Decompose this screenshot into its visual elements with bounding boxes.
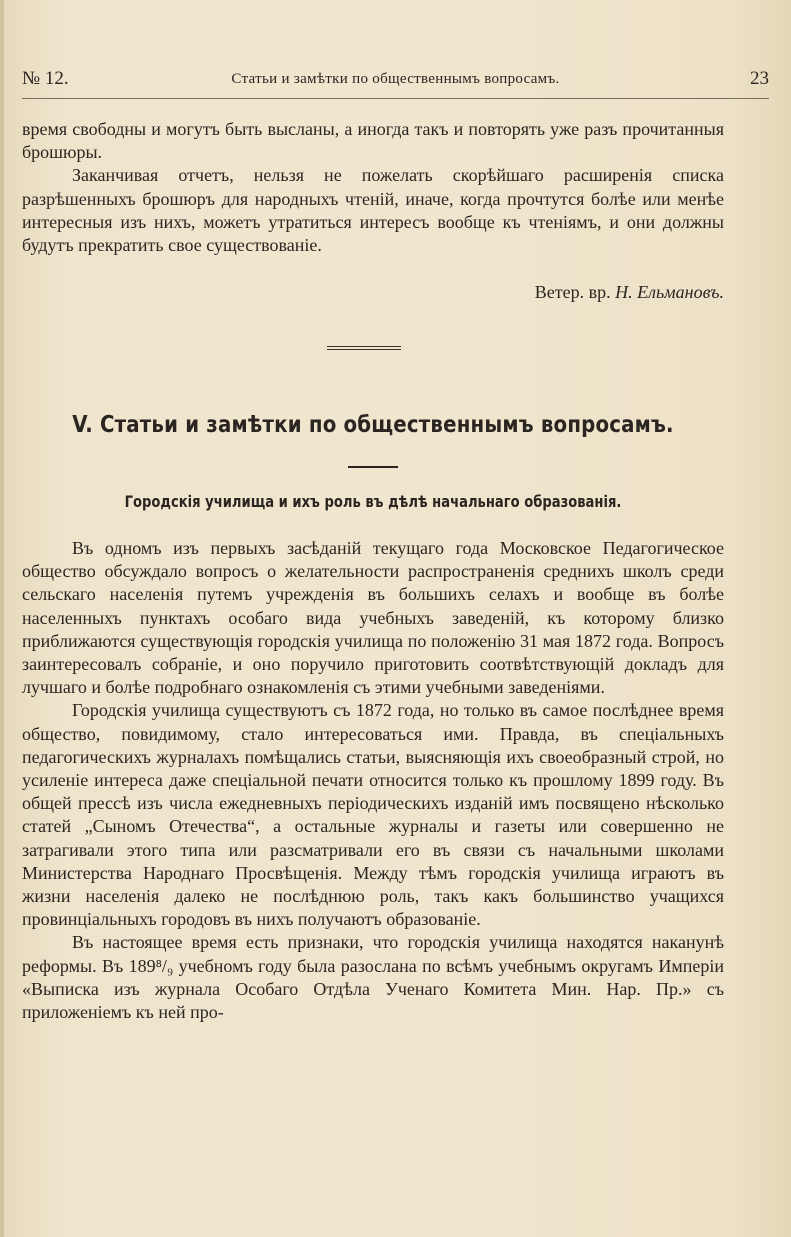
article-paragraph-1: Въ одномъ изъ первыхъ засѣданій текущаго года Московское Педагогическое общество обсуждало вопросъ о желательности распространенія среднихъ школъ среди сельскаго населенія путемъ учрежденія въ большихъ селахъ и вообще въ болѣе населенныхъ пунктахъ особаго вида учебныхъ заведеній, къ которому близко приближаются существующія городскія училища по положенію 31 мая 1872 года. Вопросъ заинтересовалъ собраніе, и оно поручило приготовить соотвѣтствующій докладъ для лучшаго и болѣе подробнаго ознакомленія съ этими учебными заведеніями.: [22, 538, 724, 698]
issue-number: № 12.: [22, 68, 69, 89]
intro-text: [22, 118, 724, 257]
article-body: [22, 537, 724, 1024]
article-subheading: Городскія училища и ихъ роль въ дѣлѣ начальнаго образованія.: [124, 492, 622, 511]
article-paragraph-2: Городскія училища существуютъ съ 1872 года, но только въ самое послѣднее время общество, повидимому, стало интересоваться ими. Правда, въ спеціальныхъ педагогическихъ журналахъ помѣщались статьи, выясняющія ихъ своеобразный строй, но усиленіе интереса даже спеціальной печати относится только къ прошлому 1899 году. Въ общей прессѣ изъ числа ежедневныхъ періодическихъ изданій имъ посвящено нѣсколько статей „Сыномъ Отечества“, а остальные журналы и газеты или совершенно не затрагивали этого типа или разсматривали его въ связи съ начальными школами Министерства Народнаго Просвѣщенія. Между тѣмъ городскія училища играютъ въ жизни населенія далеко не послѣднюю роль, такъ какъ большинство учащихся провинціальныхъ городовъ въ нихъ получаютъ образованіе.: [22, 700, 724, 930]
intro-paragraph-1: время свободны и могутъ быть высланы, а иногда такъ и повторять уже разъ прочитанныя брошюры.: [22, 119, 724, 163]
section-heading: V. Статьи и замѣтки по общественнымъ вопросамъ.: [72, 412, 674, 438]
page-number: 23: [750, 68, 769, 89]
header-title: Статьи и замѣтки по общественнымъ вопросамъ.: [231, 71, 560, 87]
section-divider-ornament: [327, 346, 401, 352]
article-paragraph-3: Въ настоящее время есть признаки, что городскія училища находятся наканунѣ реформы. Въ 189⁸/₉ учебномъ году была разослана по всѣмъ учебнымъ округамъ Имперіи «Выписка изъ журнала Особаго Отдѣла Ученаго Комитета Мин. Нар. Пр.» съ приложеніемъ къ ней про-: [22, 932, 724, 1023]
signature-rank: Ветер. вр.: [534, 282, 611, 302]
page-spine: [0, 0, 4, 1237]
signature-name: Н. Ельмановъ.: [615, 282, 724, 302]
signature: [22, 282, 724, 303]
header-rule: [22, 98, 769, 99]
intro-paragraph-2: Заканчивая отчетъ, нельзя не пожелать скорѣйшаго расширенія списка разрѣшенныхъ брошюръ для народныхъ чтеній, иначе, когда прочтутся болѣе или менѣе интересныя изъ нихъ, можетъ утратиться интересъ вообще къ чтеніямъ, и они должны будутъ прекратить свое существованіе.: [22, 165, 724, 256]
running-header: [22, 66, 769, 94]
section-rule: [348, 466, 398, 468]
